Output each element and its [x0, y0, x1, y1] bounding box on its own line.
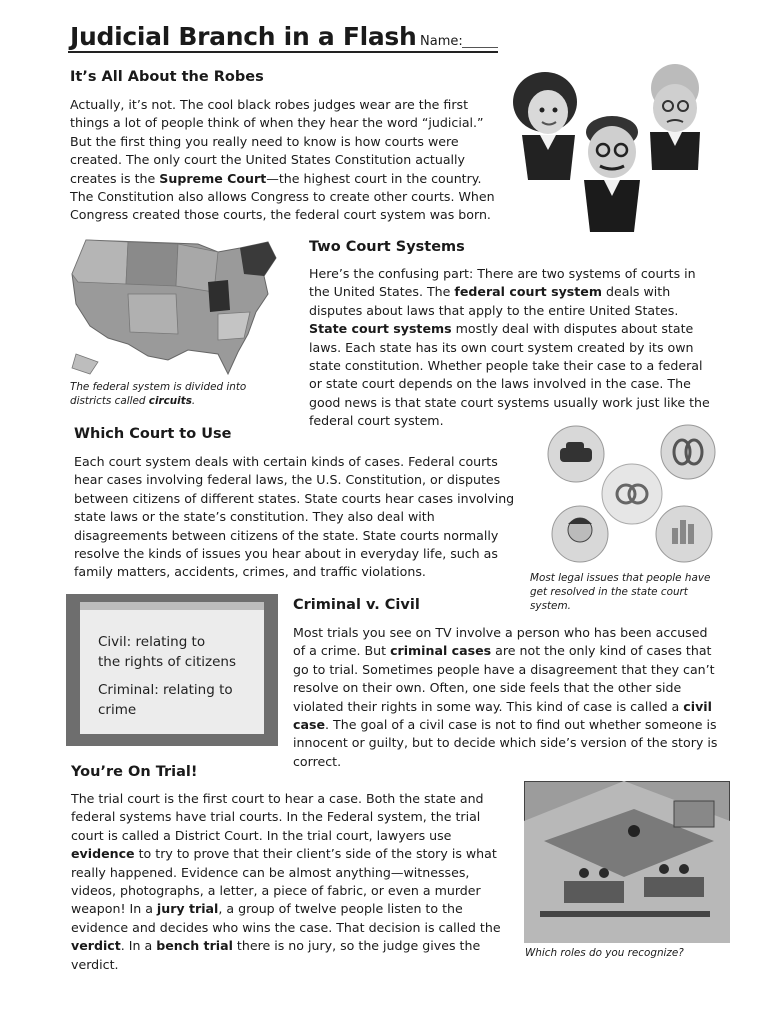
- criminal-civil-paragraph: Most trials you see on TV involve a person who has been accused of a crime. But criminal cases are not the only kind of cases that go to trial. Sometimes people have a disagreement that they can’t resolve on their own. Often, one side feels that the other side violated their rights in some way. This kind of case is called a civil case. The goal of a civil case is not to find out whether someone is innocent or guilty, but to decide which side’s version of the story is correct.: [293, 625, 718, 769]
- on-trial-paragraph: The trial court is the first court to hear a case. Both the state and federal systems have trial courts. In the Federal system, the trial court is called a District Court. In the trial court, lawyers use evidence to try to prove that their client’s side of the story is what really happened. Evidence can be almost anything—witnesses, videos, photographs, a letter, a piece of fabric, or even a murder weapon! In a jury trial, a group of twelve people listen to the evidence and decides who wins the case. That decision is called the verdict. In a bench trial there is no jury, so the judge gives the verdict.: [71, 791, 501, 972]
- notepad-civil-line-2: the rights of citizens: [98, 654, 236, 670]
- heading-criminal-civil: Criminal v. Civil: [293, 597, 420, 613]
- courtroom-illustration-icon: [524, 781, 730, 943]
- heading-robes: It’s All About the Robes: [70, 69, 264, 85]
- notepad-definitions: [66, 594, 278, 746]
- notepad-criminal-line-1: Criminal: relating to: [98, 682, 233, 698]
- heading-on-trial: You’re On Trial!: [71, 764, 198, 780]
- two-systems-paragraph: Here’s the confusing part: There are two systems of courts in the United States. The federal court system deals with disputes about laws that apply to the entire United States. State court systems mostly deal with disputes about state laws. Each state has its own court system created by its own state constitution. Whether people take their case to a federal or state court depends on the laws involved in the case. The good news is that state court systems usually work just like the federal court system.: [309, 266, 710, 429]
- title-underline: [68, 51, 498, 53]
- map-caption: The federal system is divided into districts called circuits.: [70, 381, 247, 407]
- notepad-criminal-line-2: crime: [98, 702, 137, 718]
- which-court-paragraph: Each court system deals with certain kinds of cases. Federal courts hear cases involving federal laws, the U.S. Constitution, or disputes between citizens of different states. State courts hear cases involving state laws or the state’s constitution. They also deal with disagreements between citizens of the state. State courts normally resolve the kinds of issues you hear about in everyday life, such as family matters, accidents, crimes, and traffic violations.: [74, 454, 515, 580]
- judges-illustration-icon: [500, 60, 710, 240]
- name-label: Name:: [420, 34, 463, 49]
- notepad-civil-line-1: Civil: relating to: [98, 634, 206, 650]
- us-circuits-map-icon: [68, 234, 290, 380]
- heading-two-court-systems: Two Court Systems: [309, 239, 465, 255]
- courtroom-caption: Which roles do you recognize?: [525, 947, 684, 959]
- robes-paragraph: Actually, it’s not. The cool black robes judges wear are the first things a lot of people think of when they hear the word “judicial.” But the first thing you really need to know is how courts were created. The only court the United States Constitution actually creates is the Supreme Court—the highest court in the country. The Constitution also allows Congress to create other courts. When Congress created those courts, the federal court system was born.: [70, 97, 495, 223]
- legal-issue-icons: [546, 420, 718, 568]
- icons-caption: Most legal issues that people have get resolved in the state court system.: [530, 572, 711, 612]
- heading-which-court: Which Court to Use: [74, 426, 232, 442]
- name-field-line[interactable]: [462, 47, 498, 48]
- page-title: Judicial Branch in a Flash: [70, 22, 417, 51]
